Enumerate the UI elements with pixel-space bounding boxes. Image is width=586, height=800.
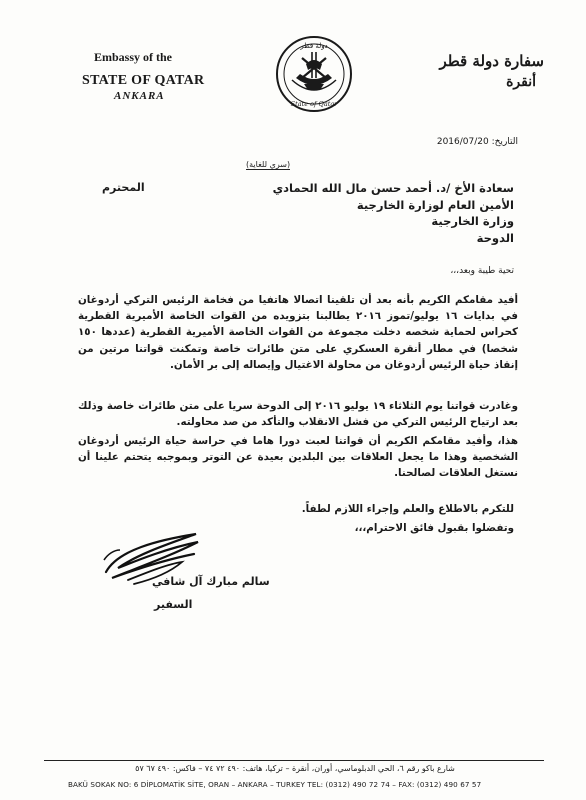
emblem-arabic-text: دولة قطر <box>300 42 328 50</box>
embassy-arabic-name: سفارة دولة قطر <box>439 52 544 70</box>
classification-label: (سري للغاية) <box>246 160 291 169</box>
footer-divider <box>44 760 544 761</box>
state-of-qatar-text: STATE OF QATAR <box>82 73 205 88</box>
addressee-honorific: المحترم <box>102 181 145 194</box>
embassy-arabic-header <box>394 52 544 90</box>
closing-block <box>302 500 514 538</box>
signatory-name: سالم مبارك آل شافي <box>152 575 270 588</box>
emblem-english-text: State of Qatar <box>290 100 338 108</box>
ankara-arabic: أنقرة <box>506 74 536 90</box>
footer-address-arabic: شارع باكو رقم ٦، الحي الدبلوماسي، أوران، أنقرة – تركيا، هاتف: ٤٩٠ ٧٢ ٧٤ – فاكس: ٤٩٠ ٦٧ ٥٧ <box>135 764 455 773</box>
body-paragraph-3: هذا، وأفيد مقامكم الكريم أن قواتنا لعبت دورا هاما في حراسة حياة الرئيس أردوغان الشخصية وهذا ما يجعل العلاقات بين البلدين بعيدة عن التوتر وبموجبه يتحتم علينا أن نستغل العلاقات لصالحنا. <box>78 435 518 480</box>
qatar-emblem-icon <box>274 34 354 114</box>
date-line <box>437 137 518 147</box>
ankara-text: ANKARA <box>114 90 165 102</box>
addressee-title: الأمين العام لوزارة الخارجية <box>356 197 514 212</box>
addressee-name: سعادة الأخ /د. أحمد حسن مال الله الحمادي <box>272 181 514 195</box>
date-value: 2016/07/20 <box>436 137 489 147</box>
greeting-text: تحية طيبة وبعد،،، <box>450 266 514 276</box>
closing-line-2: وتفضلوا بقبول فائق الاحترام،،، <box>354 522 514 534</box>
footer-address-latin: BAKÜ SOKAK NO: 6 DİPLOMATİK SİTE, ORAN – ANKARA – TURKEY TEL: (0312) 490 72 74 – FAX: (0312) 490 67 57 <box>68 780 482 789</box>
addressee-block <box>94 180 514 246</box>
body-paragraph-2: وغادرت قواتنا يوم الثلاثاء ١٩ يوليو ٢٠١٦ إلى الدوحة سريا على متن طائرات خاصة وذلك بعد ارتياح الرئيس التركي من فشل الانقلاب والتأكد من صد محاولته. <box>78 400 518 429</box>
date-label: التاريخ: <box>491 137 518 147</box>
embassy-english-header <box>82 50 222 102</box>
closing-line-1: للتكرم بالاطلاع والعلم وإجراء اللازم لطفاً. <box>301 503 514 515</box>
embassy-of-the-text: Embassy of the <box>94 50 173 64</box>
signatory-title: السفير <box>154 598 193 611</box>
addressee-ministry: وزارة الخارجية <box>431 214 514 228</box>
body-paragraph-1: أفيد مقامكم الكريم بأنه بعد أن تلقينا اتصالا هاتفيا من فخامة الرئيس التركي أردوغان في بدايات ١٦ يوليو/تموز ٢٠١٦ يطالبنا بتزويده من القوات الخاصة الأميرية القطرية كحراس لحماية شخصه دخلت مجموعة من القوات الخاصة الأميرية القطرية (عددها ١٥٠ شخصا) في مطار أنقرة العسكري على متن طائرات خاصة وتمكنت قواتنا مرتين من إنقاذ حياة الرئيس أردوغان من محاولة الاغتيال وإيصاله إلى بر الأمان. <box>78 294 518 371</box>
addressee-city: الدوحة <box>476 230 514 245</box>
